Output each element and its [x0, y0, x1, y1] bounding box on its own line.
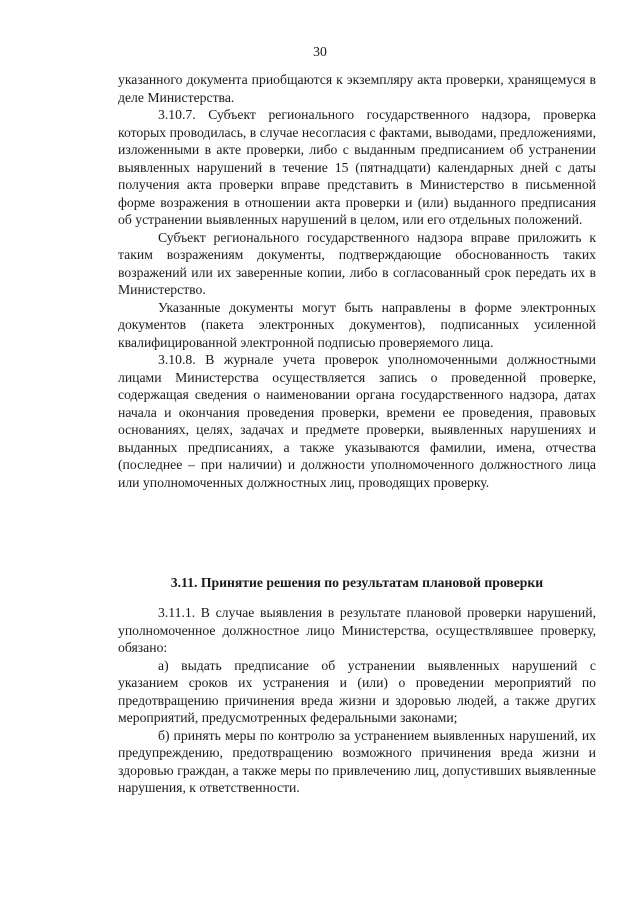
text-block-1	[118, 71, 596, 491]
paragraph-item-a: а) выдать предписание об устранении выявленных нарушений с указанием сроков их устранения и (или) о проведении мероприятий по предотвращению причинения вреда жизни и здоровью людей, а также других мероприятий, предусмотренных федеральными законами;	[118, 657, 596, 725]
paragraph-3-11-1: 3.11.1. В случае выявления в результате плановой проверки нарушений, уполномоченное должностное лицо Министерства, осуществлявшее проверку, обязано:	[118, 605, 596, 655]
section-heading: 3.11. Принятие решения по результатам плановой проверки	[170, 575, 544, 590]
paragraph-objections: Субъект регионального государственного надзора вправе приложить к таким возражениям документы, подтверждающие обоснованность таких возражений или их заверенные копии, либо в согласованный срок передать их в Министерство.	[118, 229, 596, 297]
paragraph-item-b: б) принять меры по контролю за устранением выявленных нарушений, их предупреждению, предотвращению возможного причинения вреда жизни и здоровью граждан, а также меры по привлечению лиц, допустивших выявленные нарушения, к ответственности.	[118, 727, 596, 795]
text-block-2	[118, 604, 596, 797]
paragraph-continuation: указанного документа приобщаются к экземпляру акта проверки, хранящемуся в деле Министерства.	[118, 72, 596, 105]
paragraph-3-10-7: 3.10.7. Субъект регионального государственного надзора, проверка которых проводилась, в случае несогласия с фактами, выводами, предложениями, изложенными в акте проверки, либо с выданным предписанием об устранении выявленных нарушений в течение 15 (пятнадцати) календарных дней с даты получения акта проверки вправе представить в Министерство в письменной форме возражения в отношении акта проверки и (или) выданного предписания об устранении выявленных нарушений в целом, или его отдельных положений.	[118, 107, 596, 227]
page-number: 30	[313, 44, 327, 59]
paragraph-3-10-8: 3.10.8. В журнале учета проверок уполномоченными должностными лицами Министерства осуществляется запись о проведенной проверке, содержащая сведения о наименовании органа государственного надзора, датах начала и окончания проведения проверки, времени ее проведения, правовых основаниях, целях, задачах и предмете проверки, выявленных нарушениях и выданных предписаниях, а также указываются фамилии, имена, отчества (последнее – при наличии) и должности уполномоченного должностного лица или уполномоченных должностных лиц, проводящих проверку.	[118, 352, 596, 490]
paragraph-electronic-docs: Указанные документы могут быть направлены в форме электронных документов (пакета электронных документов), подписанных усиленной квалифицированной электронной подписью проверяемого лица.	[118, 299, 596, 350]
